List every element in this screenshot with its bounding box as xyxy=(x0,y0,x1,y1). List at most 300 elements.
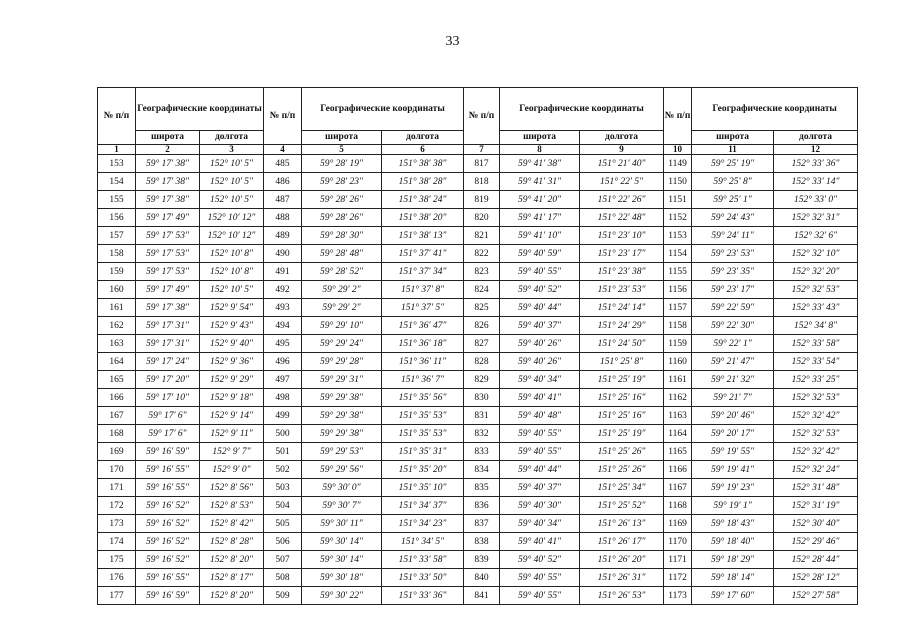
latitude-cell: 59° 40' 37" xyxy=(500,479,580,497)
point-number-cell: 838 xyxy=(464,533,500,551)
table-row xyxy=(98,281,858,299)
point-number-cell: 490 xyxy=(264,245,302,263)
point-number-cell: 1170 xyxy=(664,533,692,551)
latitude-cell: 59° 16' 52" xyxy=(136,515,200,533)
column-header-geo: Географические координаты xyxy=(302,88,464,131)
point-number-cell: 488 xyxy=(264,209,302,227)
table-row xyxy=(98,569,858,587)
longitude-cell: 151° 37' 34" xyxy=(382,263,464,281)
point-number-cell: 506 xyxy=(264,533,302,551)
latitude-cell: 59° 17' 20" xyxy=(136,371,200,389)
point-number-cell: 833 xyxy=(464,443,500,461)
table-row xyxy=(98,245,858,263)
longitude-cell: 151° 25' 52" xyxy=(580,497,664,515)
column-number: 10 xyxy=(664,145,692,155)
table-row xyxy=(98,299,858,317)
longitude-cell: 152° 9' 43" xyxy=(200,317,264,335)
column-header-num: № п/п xyxy=(98,88,136,145)
point-number-cell: 820 xyxy=(464,209,500,227)
latitude-cell: 59° 40' 41" xyxy=(500,389,580,407)
longitude-cell: 152° 30' 40" xyxy=(774,515,858,533)
latitude-cell: 59° 17' 49" xyxy=(136,281,200,299)
table-row xyxy=(98,335,858,353)
longitude-cell: 151° 23' 53" xyxy=(580,281,664,299)
point-number-cell: 487 xyxy=(264,191,302,209)
latitude-cell: 59° 28' 52" xyxy=(302,263,382,281)
point-number-cell: 829 xyxy=(464,371,500,389)
longitude-cell: 151° 26' 53" xyxy=(580,587,664,605)
latitude-cell: 59° 40' 30" xyxy=(500,497,580,515)
latitude-cell: 59° 22' 59" xyxy=(692,299,774,317)
latitude-cell: 59° 16' 52" xyxy=(136,551,200,569)
point-number-cell: 826 xyxy=(464,317,500,335)
point-number-cell: 822 xyxy=(464,245,500,263)
point-number-cell: 176 xyxy=(98,569,136,587)
longitude-cell: 152° 34' 8" xyxy=(774,317,858,335)
point-number-cell: 155 xyxy=(98,191,136,209)
point-number-cell: 494 xyxy=(264,317,302,335)
longitude-cell: 152° 10' 5" xyxy=(200,173,264,191)
column-number: 1 xyxy=(98,145,136,155)
point-number-cell: 1171 xyxy=(664,551,692,569)
longitude-cell: 152° 10' 12" xyxy=(200,227,264,245)
longitude-cell: 152° 9' 7" xyxy=(200,443,264,461)
point-number-cell: 824 xyxy=(464,281,500,299)
latitude-cell: 59° 28' 26" xyxy=(302,209,382,227)
longitude-cell: 151° 33' 58" xyxy=(382,551,464,569)
longitude-cell: 152° 10' 5" xyxy=(200,155,264,173)
point-number-cell: 821 xyxy=(464,227,500,245)
column-number: 7 xyxy=(464,145,500,155)
longitude-cell: 151° 25' 26" xyxy=(580,443,664,461)
longitude-cell: 151° 25' 19" xyxy=(580,371,664,389)
latitude-cell: 59° 25' 19" xyxy=(692,155,774,173)
longitude-cell: 152° 32' 53" xyxy=(774,281,858,299)
point-number-cell: 1164 xyxy=(664,425,692,443)
latitude-cell: 59° 28' 30" xyxy=(302,227,382,245)
latitude-cell: 59° 22' 1" xyxy=(692,335,774,353)
point-number-cell: 839 xyxy=(464,551,500,569)
point-number-cell: 819 xyxy=(464,191,500,209)
latitude-cell: 59° 18' 14" xyxy=(692,569,774,587)
column-header-lon: долгота xyxy=(382,131,464,145)
point-number-cell: 167 xyxy=(98,407,136,425)
latitude-cell: 59° 17' 38" xyxy=(136,155,200,173)
point-number-cell: 153 xyxy=(98,155,136,173)
latitude-cell: 59° 40' 26" xyxy=(500,335,580,353)
latitude-cell: 59° 17' 53" xyxy=(136,227,200,245)
longitude-cell: 152° 8' 17" xyxy=(200,569,264,587)
latitude-cell: 59° 16' 59" xyxy=(136,443,200,461)
point-number-cell: 818 xyxy=(464,173,500,191)
point-number-cell: 1158 xyxy=(664,317,692,335)
latitude-cell: 59° 29' 31" xyxy=(302,371,382,389)
latitude-cell: 59° 25' 8" xyxy=(692,173,774,191)
longitude-cell: 152° 32' 24" xyxy=(774,461,858,479)
longitude-cell: 152° 10' 5" xyxy=(200,281,264,299)
column-header-lat: широта xyxy=(500,131,580,145)
longitude-cell: 152° 9' 54" xyxy=(200,299,264,317)
point-number-cell: 1155 xyxy=(664,263,692,281)
latitude-cell: 59° 18' 43" xyxy=(692,515,774,533)
table-row xyxy=(98,461,858,479)
latitude-cell: 59° 23' 17" xyxy=(692,281,774,299)
latitude-cell: 59° 30' 14" xyxy=(302,533,382,551)
longitude-cell: 151° 24' 50" xyxy=(580,335,664,353)
point-number-cell: 1173 xyxy=(664,587,692,605)
longitude-cell: 152° 8' 20" xyxy=(200,587,264,605)
latitude-cell: 59° 40' 48" xyxy=(500,407,580,425)
latitude-cell: 59° 16' 59" xyxy=(136,587,200,605)
point-number-cell: 492 xyxy=(264,281,302,299)
point-number-cell: 1162 xyxy=(664,389,692,407)
longitude-cell: 151° 25' 16" xyxy=(580,389,664,407)
longitude-cell: 151° 34' 37" xyxy=(382,497,464,515)
point-number-cell: 503 xyxy=(264,479,302,497)
latitude-cell: 59° 24' 11" xyxy=(692,227,774,245)
point-number-cell: 498 xyxy=(264,389,302,407)
latitude-cell: 59° 41' 17" xyxy=(500,209,580,227)
point-number-cell: 817 xyxy=(464,155,500,173)
latitude-cell: 59° 29' 56" xyxy=(302,461,382,479)
table-row xyxy=(98,317,858,335)
latitude-cell: 59° 30' 14" xyxy=(302,551,382,569)
point-number-cell: 495 xyxy=(264,335,302,353)
latitude-cell: 59° 29' 2" xyxy=(302,299,382,317)
latitude-cell: 59° 40' 55" xyxy=(500,425,580,443)
latitude-cell: 59° 23' 53" xyxy=(692,245,774,263)
latitude-cell: 59° 23' 35" xyxy=(692,263,774,281)
latitude-cell: 59° 28' 23" xyxy=(302,173,382,191)
longitude-cell: 152° 33' 25" xyxy=(774,371,858,389)
latitude-cell: 59° 18' 40" xyxy=(692,533,774,551)
longitude-cell: 151° 37' 41" xyxy=(382,245,464,263)
point-number-cell: 163 xyxy=(98,335,136,353)
longitude-cell: 151° 33' 50" xyxy=(382,569,464,587)
longitude-cell: 151° 38' 20" xyxy=(382,209,464,227)
table-row xyxy=(98,227,858,245)
page-number: 33 xyxy=(445,34,460,49)
latitude-cell: 59° 40' 55" xyxy=(500,569,580,587)
point-number-cell: 165 xyxy=(98,371,136,389)
latitude-cell: 59° 16' 55" xyxy=(136,569,200,587)
point-number-cell: 496 xyxy=(264,353,302,371)
point-number-cell: 823 xyxy=(464,263,500,281)
longitude-cell: 152° 10' 12" xyxy=(200,209,264,227)
table-row xyxy=(98,479,858,497)
latitude-cell: 59° 17' 38" xyxy=(136,299,200,317)
longitude-cell: 151° 26' 20" xyxy=(580,551,664,569)
longitude-cell: 152° 9' 40" xyxy=(200,335,264,353)
point-number-cell: 499 xyxy=(264,407,302,425)
point-number-cell: 175 xyxy=(98,551,136,569)
point-number-cell: 1152 xyxy=(664,209,692,227)
table-header xyxy=(98,88,858,155)
longitude-cell: 152° 10' 8" xyxy=(200,245,264,263)
longitude-cell: 151° 37' 8" xyxy=(382,281,464,299)
longitude-cell: 151° 35' 53" xyxy=(382,425,464,443)
column-number: 5 xyxy=(302,145,382,155)
longitude-cell: 151° 26' 13" xyxy=(580,515,664,533)
latitude-cell: 59° 29' 10" xyxy=(302,317,382,335)
point-number-cell: 828 xyxy=(464,353,500,371)
latitude-cell: 59° 29' 28" xyxy=(302,353,382,371)
longitude-cell: 151° 33' 36" xyxy=(382,587,464,605)
point-number-cell: 168 xyxy=(98,425,136,443)
latitude-cell: 59° 21' 47" xyxy=(692,353,774,371)
longitude-cell: 151° 38' 28" xyxy=(382,173,464,191)
latitude-cell: 59° 40' 52" xyxy=(500,551,580,569)
table-row xyxy=(98,407,858,425)
latitude-cell: 59° 20' 17" xyxy=(692,425,774,443)
longitude-cell: 151° 26' 31" xyxy=(580,569,664,587)
point-number-cell: 1168 xyxy=(664,497,692,515)
point-number-cell: 161 xyxy=(98,299,136,317)
point-number-cell: 164 xyxy=(98,353,136,371)
point-number-cell: 1157 xyxy=(664,299,692,317)
longitude-cell: 151° 36' 11" xyxy=(382,353,464,371)
longitude-cell: 152° 9' 11" xyxy=(200,425,264,443)
column-header-lat: широта xyxy=(302,131,382,145)
point-number-cell: 154 xyxy=(98,173,136,191)
point-number-cell: 831 xyxy=(464,407,500,425)
latitude-cell: 59° 40' 41" xyxy=(500,533,580,551)
point-number-cell: 830 xyxy=(464,389,500,407)
column-number: 4 xyxy=(264,145,302,155)
longitude-cell: 152° 31' 48" xyxy=(774,479,858,497)
longitude-cell: 152° 32' 42" xyxy=(774,407,858,425)
latitude-cell: 59° 19' 23" xyxy=(692,479,774,497)
latitude-cell: 59° 40' 26" xyxy=(500,353,580,371)
table-row xyxy=(98,389,858,407)
table-row xyxy=(98,209,858,227)
point-number-cell: 1160 xyxy=(664,353,692,371)
column-header-num: № п/п xyxy=(464,88,500,145)
latitude-cell: 59° 40' 44" xyxy=(500,299,580,317)
latitude-cell: 59° 21' 7" xyxy=(692,389,774,407)
longitude-cell: 152° 33' 36" xyxy=(774,155,858,173)
longitude-cell: 151° 25' 34" xyxy=(580,479,664,497)
point-number-cell: 501 xyxy=(264,443,302,461)
point-number-cell: 1167 xyxy=(664,479,692,497)
longitude-cell: 151° 35' 53" xyxy=(382,407,464,425)
point-number-cell: 500 xyxy=(264,425,302,443)
latitude-cell: 59° 40' 34" xyxy=(500,515,580,533)
column-number: 12 xyxy=(774,145,858,155)
longitude-cell: 151° 22' 48" xyxy=(580,209,664,227)
latitude-cell: 59° 28' 48" xyxy=(302,245,382,263)
latitude-cell: 59° 17' 6" xyxy=(136,407,200,425)
latitude-cell: 59° 18' 29" xyxy=(692,551,774,569)
point-number-cell: 157 xyxy=(98,227,136,245)
table-row xyxy=(98,443,858,461)
table-row xyxy=(98,533,858,551)
point-number-cell: 508 xyxy=(264,569,302,587)
latitude-cell: 59° 24' 43" xyxy=(692,209,774,227)
longitude-cell: 152° 33' 43" xyxy=(774,299,858,317)
column-header-lon: долгота xyxy=(580,131,664,145)
longitude-cell: 151° 38' 13" xyxy=(382,227,464,245)
latitude-cell: 59° 29' 38" xyxy=(302,425,382,443)
longitude-cell: 151° 35' 31" xyxy=(382,443,464,461)
longitude-cell: 151° 26' 17" xyxy=(580,533,664,551)
point-number-cell: 172 xyxy=(98,497,136,515)
table-row xyxy=(98,425,858,443)
latitude-cell: 59° 30' 11" xyxy=(302,515,382,533)
latitude-cell: 59° 28' 26" xyxy=(302,191,382,209)
longitude-cell: 152° 33' 54" xyxy=(774,353,858,371)
latitude-cell: 59° 17' 49" xyxy=(136,209,200,227)
table-row xyxy=(98,551,858,569)
longitude-cell: 151° 38' 38" xyxy=(382,155,464,173)
point-number-cell: 169 xyxy=(98,443,136,461)
latitude-cell: 59° 17' 24" xyxy=(136,353,200,371)
table-row xyxy=(98,263,858,281)
point-number-cell: 1161 xyxy=(664,371,692,389)
latitude-cell: 59° 22' 30" xyxy=(692,317,774,335)
point-number-cell: 825 xyxy=(464,299,500,317)
point-number-cell: 485 xyxy=(264,155,302,173)
latitude-cell: 59° 30' 7" xyxy=(302,497,382,515)
point-number-cell: 497 xyxy=(264,371,302,389)
latitude-cell: 59° 28' 19" xyxy=(302,155,382,173)
column-number: 8 xyxy=(500,145,580,155)
latitude-cell: 59° 40' 52" xyxy=(500,281,580,299)
longitude-cell: 152° 32' 53" xyxy=(774,389,858,407)
longitude-cell: 152° 32' 10" xyxy=(774,245,858,263)
column-header-lat: широта xyxy=(692,131,774,145)
table-row xyxy=(98,515,858,533)
latitude-cell: 59° 29' 38" xyxy=(302,389,382,407)
point-number-cell: 486 xyxy=(264,173,302,191)
latitude-cell: 59° 16' 55" xyxy=(136,461,200,479)
latitude-cell: 59° 30' 0" xyxy=(302,479,382,497)
latitude-cell: 59° 17' 10" xyxy=(136,389,200,407)
table-body xyxy=(98,155,858,605)
latitude-cell: 59° 41' 38" xyxy=(500,155,580,173)
longitude-cell: 152° 27' 58" xyxy=(774,587,858,605)
column-header-lon: долгота xyxy=(200,131,264,145)
longitude-cell: 152° 8' 53" xyxy=(200,497,264,515)
point-number-cell: 504 xyxy=(264,497,302,515)
latitude-cell: 59° 25' 1" xyxy=(692,191,774,209)
table-row xyxy=(98,353,858,371)
latitude-cell: 59° 41' 31" xyxy=(500,173,580,191)
longitude-cell: 152° 9' 14" xyxy=(200,407,264,425)
longitude-cell: 152° 10' 5" xyxy=(200,191,264,209)
latitude-cell: 59° 17' 38" xyxy=(136,191,200,209)
longitude-cell: 151° 34' 23" xyxy=(382,515,464,533)
longitude-cell: 151° 23' 17" xyxy=(580,245,664,263)
longitude-cell: 152° 32' 53" xyxy=(774,425,858,443)
longitude-cell: 152° 29' 46" xyxy=(774,533,858,551)
latitude-cell: 59° 16' 55" xyxy=(136,479,200,497)
column-header-geo: Географические координаты xyxy=(500,88,664,131)
latitude-cell: 59° 29' 53" xyxy=(302,443,382,461)
point-number-cell: 1150 xyxy=(664,173,692,191)
column-number-row xyxy=(98,145,858,155)
column-number: 3 xyxy=(200,145,264,155)
point-number-cell: 173 xyxy=(98,515,136,533)
point-number-cell: 491 xyxy=(264,263,302,281)
table-row xyxy=(98,173,858,191)
longitude-cell: 152° 32' 42" xyxy=(774,443,858,461)
latitude-cell: 59° 17' 6" xyxy=(136,425,200,443)
point-number-cell: 489 xyxy=(264,227,302,245)
point-number-cell: 177 xyxy=(98,587,136,605)
longitude-cell: 152° 32' 31" xyxy=(774,209,858,227)
point-number-cell: 1165 xyxy=(664,443,692,461)
longitude-cell: 151° 25' 8" xyxy=(580,353,664,371)
point-number-cell: 841 xyxy=(464,587,500,605)
longitude-cell: 152° 8' 42" xyxy=(200,515,264,533)
point-number-cell: 156 xyxy=(98,209,136,227)
latitude-cell: 59° 29' 24" xyxy=(302,335,382,353)
point-number-cell: 837 xyxy=(464,515,500,533)
column-header-lat: широта xyxy=(136,131,200,145)
latitude-cell: 59° 17' 31" xyxy=(136,335,200,353)
latitude-cell: 59° 19' 55" xyxy=(692,443,774,461)
point-number-cell: 1163 xyxy=(664,407,692,425)
longitude-cell: 151° 36' 7" xyxy=(382,371,464,389)
longitude-cell: 152° 33' 58" xyxy=(774,335,858,353)
latitude-cell: 59° 30' 18" xyxy=(302,569,382,587)
point-number-cell: 162 xyxy=(98,317,136,335)
point-number-cell: 836 xyxy=(464,497,500,515)
longitude-cell: 152° 9' 36" xyxy=(200,353,264,371)
longitude-cell: 151° 23' 10" xyxy=(580,227,664,245)
point-number-cell: 1169 xyxy=(664,515,692,533)
point-number-cell: 160 xyxy=(98,281,136,299)
point-number-cell: 1156 xyxy=(664,281,692,299)
latitude-cell: 59° 19' 41" xyxy=(692,461,774,479)
latitude-cell: 59° 16' 52" xyxy=(136,533,200,551)
point-number-cell: 1149 xyxy=(664,155,692,173)
point-number-cell: 1151 xyxy=(664,191,692,209)
point-number-cell: 174 xyxy=(98,533,136,551)
longitude-cell: 151° 35' 10" xyxy=(382,479,464,497)
column-number: 11 xyxy=(692,145,774,155)
latitude-cell: 59° 17' 53" xyxy=(136,245,200,263)
column-number: 6 xyxy=(382,145,464,155)
latitude-cell: 59° 41' 20" xyxy=(500,191,580,209)
column-header-num: № п/п xyxy=(664,88,692,145)
longitude-cell: 151° 21' 40" xyxy=(580,155,664,173)
point-number-cell: 509 xyxy=(264,587,302,605)
longitude-cell: 151° 22' 26" xyxy=(580,191,664,209)
point-number-cell: 827 xyxy=(464,335,500,353)
longitude-cell: 152° 9' 0" xyxy=(200,461,264,479)
latitude-cell: 59° 17' 31" xyxy=(136,317,200,335)
longitude-cell: 151° 35' 20" xyxy=(382,461,464,479)
point-number-cell: 832 xyxy=(464,425,500,443)
latitude-cell: 59° 40' 34" xyxy=(500,371,580,389)
point-number-cell: 159 xyxy=(98,263,136,281)
column-header-num: № п/п xyxy=(264,88,302,145)
longitude-cell: 152° 32' 20" xyxy=(774,263,858,281)
longitude-cell: 151° 36' 18" xyxy=(382,335,464,353)
table-row xyxy=(98,191,858,209)
point-number-cell: 1166 xyxy=(664,461,692,479)
longitude-cell: 152° 9' 29" xyxy=(200,371,264,389)
longitude-cell: 152° 9' 18" xyxy=(200,389,264,407)
latitude-cell: 59° 40' 37" xyxy=(500,317,580,335)
point-number-cell: 1172 xyxy=(664,569,692,587)
longitude-cell: 152° 33' 0" xyxy=(774,191,858,209)
longitude-cell: 151° 22' 5" xyxy=(580,173,664,191)
longitude-cell: 152° 32' 6" xyxy=(774,227,858,245)
longitude-cell: 152° 10' 8" xyxy=(200,263,264,281)
